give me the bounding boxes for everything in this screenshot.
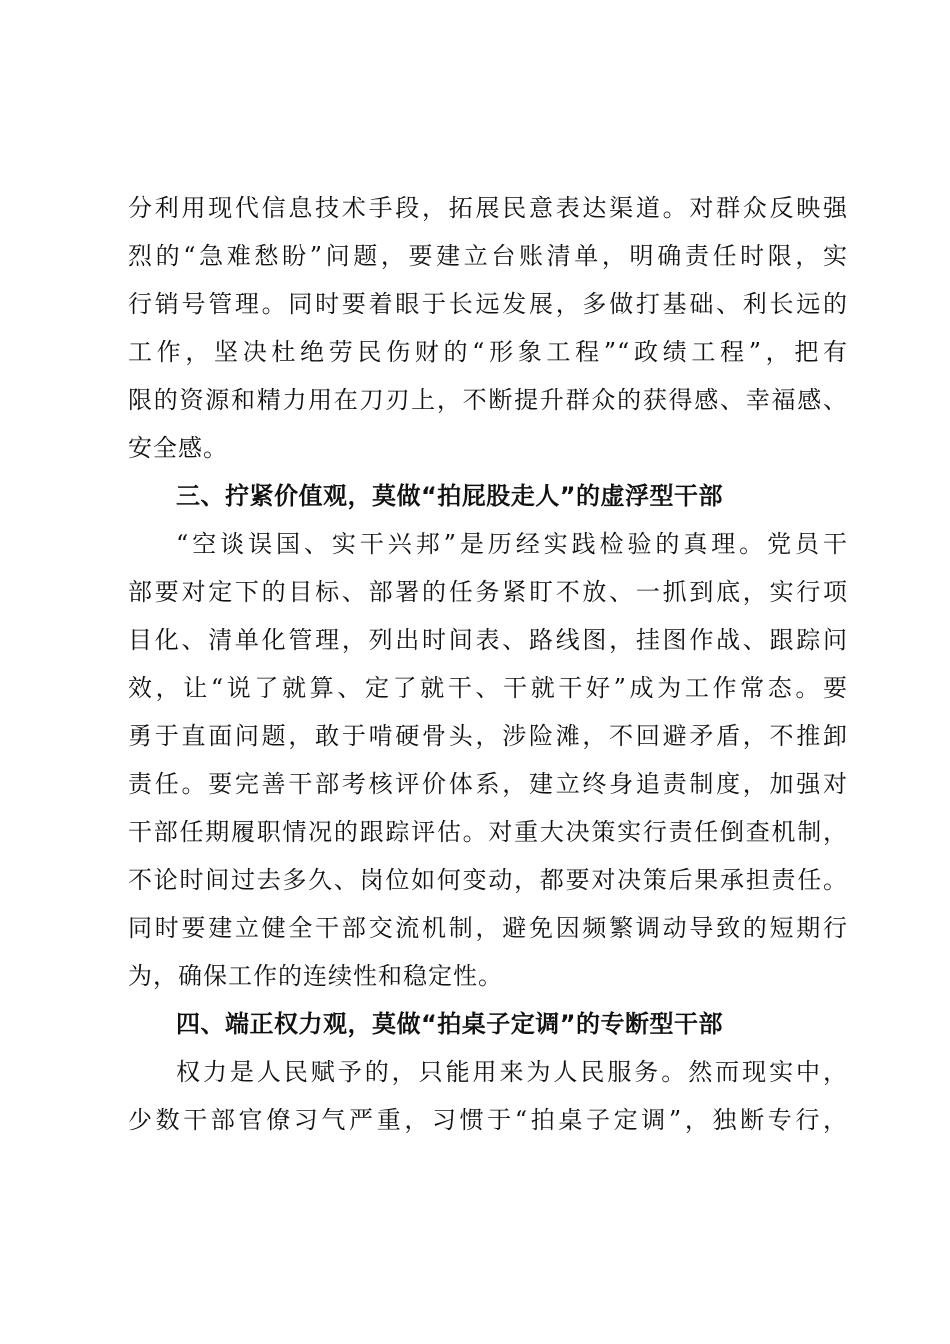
text-line: 目化、清单化管理，列出时间表、路线图，挂图作战、跟踪问 [128,626,848,654]
document-body [128,184,848,1144]
paragraph [128,520,848,1000]
text-line: 效，让“说了就算、定了就干、干就干好”成为工作常态。要 [128,674,848,702]
paragraph [128,184,848,472]
text-line: 为，确保工作的连续性和稳定性。 [128,962,503,990]
text-line: “空谈误国、实干兴邦”是历经实践检验的真理。党员干 [176,530,848,558]
text-line: 安全感。 [128,434,228,462]
paragraph [128,1048,848,1144]
text-line: 干部任期履职情况的跟踪评估。对重大决策实行责任倒查机制， [128,818,848,846]
text-line: 同时要建立健全干部交流机制，避免因频繁调动导致的短期行 [128,914,848,942]
text-line: 少数干部官僚习气严重，习惯于“拍桌子定调”，独断专行， [128,1106,848,1134]
text-line: 限的资源和精力用在刀刃上，不断提升群众的获得感、幸福感、 [128,386,848,414]
text-line: 分利用现代信息技术手段，拓展民意表达渠道。对群众反映强 [128,194,848,222]
section-heading: 三、拧紧价值观，莫做“拍屁股走人”的虚浮型干部 [176,482,724,510]
text-line: 责任。要完善干部考核评价体系，建立终身追责制度，加强对 [128,770,848,798]
section-heading: 四、端正权力观，莫做“拍桌子定调”的专断型干部 [176,1010,724,1038]
text-line: 部要对定下的目标、部署的任务紧盯不放、一抓到底，实行项 [128,578,848,606]
text-line: 行销号管理。同时要着眼于长远发展，多做打基础、利长远的 [128,290,848,318]
text-line: 烈的“急难愁盼”问题，要建立台账清单，明确责任时限，实 [128,242,848,270]
text-line: 勇于直面问题，敢于啃硬骨头，涉险滩，不回避矛盾，不推卸 [128,722,848,750]
text-line: 权力是人民赋予的，只能用来为人民服务。然而现实中， [176,1058,848,1086]
text-line: 不论时间过去多久、岗位如何变动，都要对决策后果承担责任。 [128,866,848,894]
text-line: 工作，坚决杜绝劳民伤财的“形象工程”“政绩工程”，把有 [128,338,848,366]
